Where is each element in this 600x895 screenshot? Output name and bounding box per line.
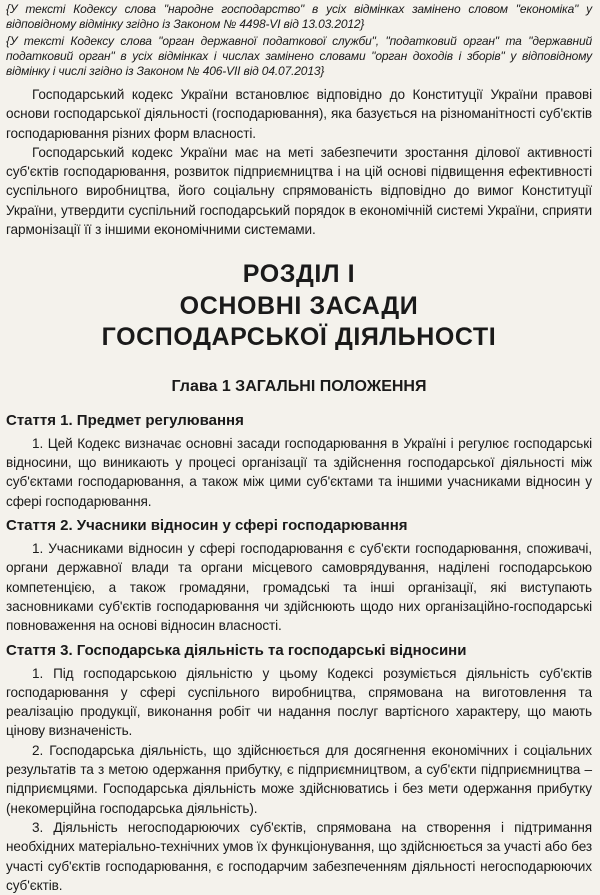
section-heading — [6, 259, 592, 354]
section-number: РОЗДІЛ І — [242, 260, 356, 289]
article-paragraph: 3. Діяльність негосподарюючих суб'єктів, спрямована на створення і підтримання необхідних матеріально-технічних умов їх функціонування, що здійснюється за участі або без участі суб'єктів господарювання, є господарчим забезпеченням діяльності негосподарюючих суб'єктів. — [6, 819, 592, 893]
article-paragraph: 1. Під господарською діяльністю у цьому Кодексі розуміється діяльність суб'єктів господарювання у сфері суспільного виробництва, спрямована на виготовлення та реалізацію продукції, виконання робіт чи надання послуг вартісного характеру, що мають цінову визначеність. — [6, 665, 592, 739]
amendment-note: {У тексті Кодексу слова "народне господарство" в усіх відмінках замінено словом "економіка" у відповідному відмінку згідно із Законом № 4498-VI від 13.03.2012} — [6, 2, 592, 31]
chapter-heading: Глава 1 ЗАГАЛЬНІ ПОЛОЖЕННЯ — [171, 377, 427, 395]
section-title-line: ГОСПОДАРСЬКОЇ ДІЯЛЬНОСТІ — [101, 323, 497, 352]
section-title-line: ОСНОВНІ ЗАСАДИ — [179, 291, 419, 320]
article-paragraph: 1. Цей Кодекс визначає основні засади господарювання в Україні і регулює господарські відносини, що виникають у процесі організації та здійснення господарської діяльності між суб'єктами господарювання, а також між цими суб'єктами та іншими учасниками відносин у сфері господарювання. — [6, 435, 592, 509]
article-paragraph: 2. Господарська діяльність, що здійснюється для досягнення економічних і соціальних результатів та з метою одержання прибутку, є підприємництвом, а суб'єкти підприємництва – підприємцями. Господарська діяльність може здійснюватись і без мети одержання прибутку (некомерційна господарська діяльність). — [6, 742, 592, 816]
article-title: Стаття 3. Господарська діяльність та господарські відносини — [6, 641, 467, 659]
article-title: Стаття 1. Предмет регулювання — [6, 411, 244, 429]
preamble-paragraph: Господарський кодекс України встановлює відповідно до Конституції України правові основи господарської діяльності (господарювання), яка базується на різноманітності суб'єктів господарювання різних форм власності. — [6, 87, 592, 141]
amendment-note: {У тексті Кодексу слова "орган державної податкової служби", "податковий орган" та "державний податковий орган" в усіх відмінках і числах замінено словами "орган доходів і зборів" у відповідному відмінку і числі згідно із Законом № 406-VII від 04.07.2013} — [6, 34, 592, 78]
preamble-paragraph: Господарський кодекс України має на меті забезпечити зростання ділової активності суб'єктів господарювання, розвиток підприємництва і на цій основі підвищення ефективності суспільного виробництва, його соціальну спрямованість відповідно до вимог Конституції України, утвердити суспільний господарський порядок в економічній системі України, сприяти гармонізації її з іншими економічними системами. — [6, 144, 592, 238]
article-paragraph: 1. Учасниками відносин у сфері господарювання є суб'єкти господарювання, споживачі, органи державної влади та органи місцевого самоврядування, наділені господарською компетенцією, а також громадяни, громадські та інші організації, які виступають засновниками суб'єктів господарювання чи здійснюють щодо них організаційно-господарські повноваження на основі відносин власності. — [6, 541, 592, 634]
article-title: Стаття 2. Учасники відносин у сфері господарювання — [6, 517, 408, 535]
